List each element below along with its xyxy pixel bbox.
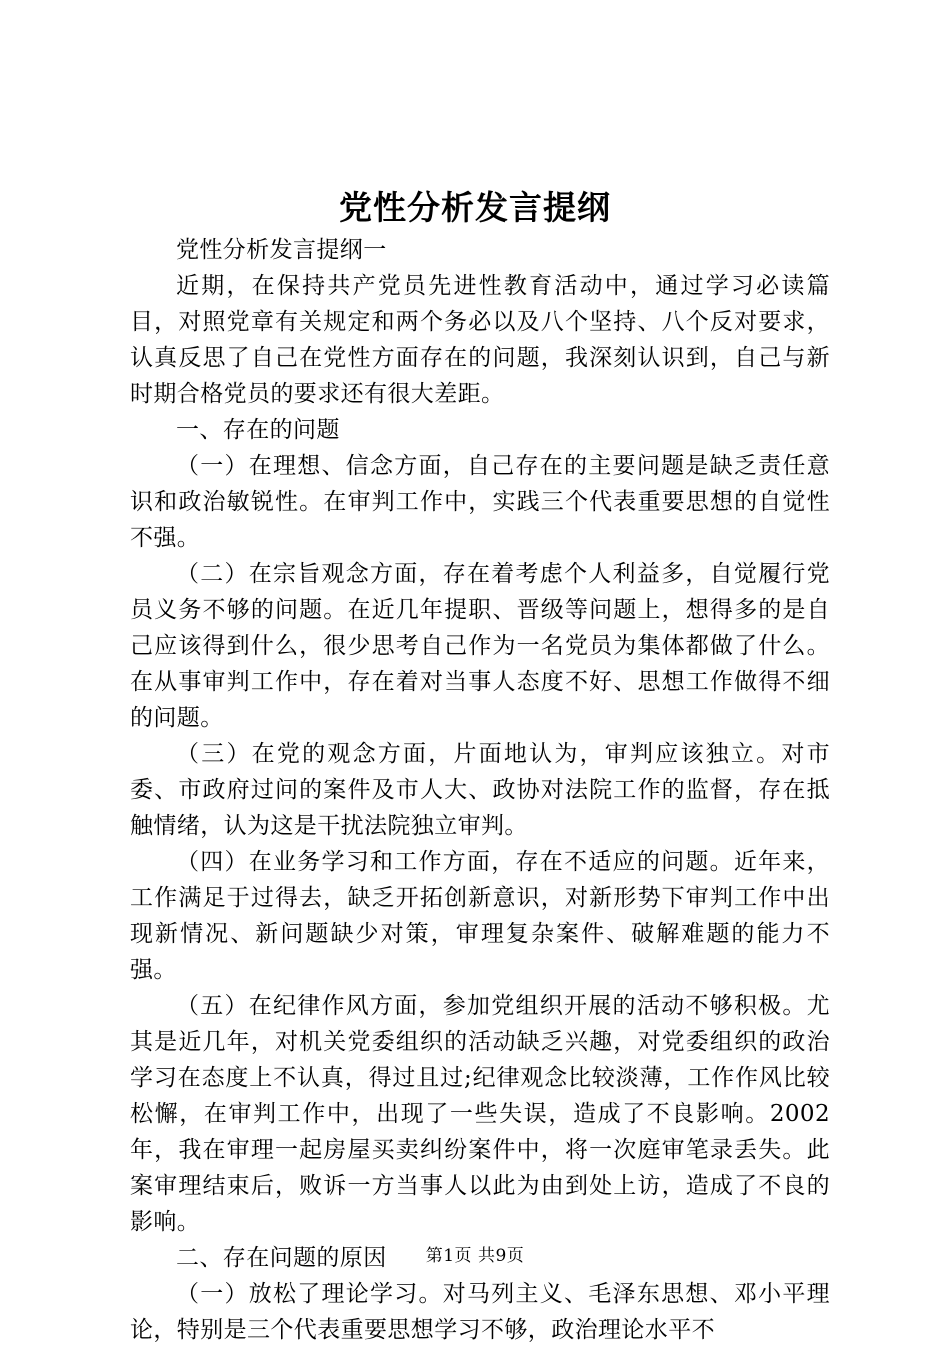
problem-item-5: （五）在纪律作风方面，参加党组织开展的活动不够积极。尤其是近几年，对机关党委组织的活动缺乏兴趣，对党委组织的政治学习在态度上不认真，得过且过;纪律观念比较淡薄，工作作风比较松懈，在审判工作中，出现了一些失误，造成了不良影响。2002年，我在审理一起房屋买卖纠纷案件中，将一次庭审笔录丢失。此案审理结束后，败诉一方当事人以此为由到处上访，造成了不良的影响。 [130, 993, 830, 1235]
problem-item-1: （一）在理想、信念方面，自己存在的主要问题是缺乏责任意识和政治敏锐性。在审判工作中，实践三个代表重要思想的自觉性不强。 [130, 453, 830, 551]
problem-item-2: （二）在宗旨观念方面，存在着考虑个人利益多，自觉履行党员义务不够的问题。在近几年提职、晋级等问题上，想得多的是自己应该得到什么，很少思考自己作为一名党员为集体都做了什么。在从事审判工作中，存在着对当事人态度不好、思想工作做得不细的问题。 [130, 561, 830, 731]
document-title: 党性分析发言提纲 [339, 188, 611, 227]
problem-item-3: （三）在党的观念方面，片面地认为，审判应该独立。对市委、市政府过问的案件及市人大、政协对法院工作的监督，存在抵触情绪，认为这是干扰法院独立审判。 [130, 741, 830, 839]
page-footer: 第1页 共9页 [425, 1246, 525, 1266]
document-body [130, 232, 830, 1348]
cause-item-1: （一）放松了理论学习。对马列主义、毛泽东思想、邓小平理论，特别是三个代表重要思想学习不够，政治理论水平不 [130, 1281, 830, 1343]
problem-item-4: （四）在业务学习和工作方面，存在不适应的问题。近年来，工作满足于过得去，缺乏开拓创新意识，对新形势下审判工作中出现新情况、新问题缺少对策，审理复杂案件、破解难题的能力不强。 [130, 849, 830, 983]
document-subtitle: 党性分析发言提纲一 [176, 237, 387, 263]
intro-paragraph: 近期，在保持共产党员先进性教育活动中，通过学习必读篇目，对照党章有关规定和两个务必以及八个坚持、八个反对要求，认真反思了自己在党性方面存在的问题，我深刻认识到，自己与新时期合格党员的要求还有很大差距。 [130, 273, 830, 407]
section-heading-causes: 二、存在问题的原因 [176, 1245, 387, 1271]
section-heading-problems: 一、存在的问题 [176, 417, 340, 443]
